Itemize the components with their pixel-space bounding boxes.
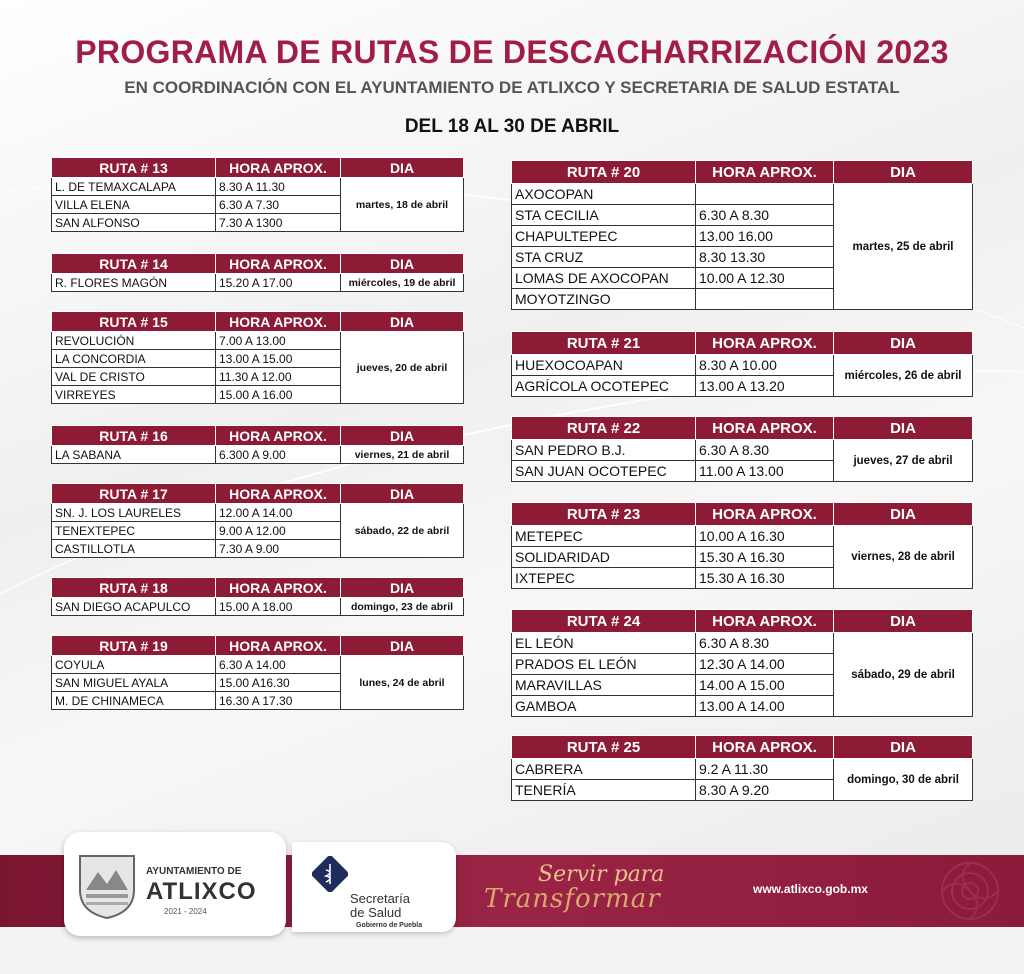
stop-time: 6.300 A 9.00 [216,446,341,464]
stop-place: TENERÍA [512,780,696,801]
stop-time: 7.30 A 1300 [216,214,341,232]
route-table [511,416,973,482]
route-day: miércoles, 19 de abril [341,274,464,292]
route-header-row [512,332,973,355]
route-header-row [52,636,464,656]
route-day: sábado, 22 de abril [341,504,464,558]
route-table [51,157,464,232]
stop-place: M. DE CHINAMECA [52,692,216,710]
route-name: RUTA # 20 [512,161,696,184]
slogan-line-1: Servir para [538,862,665,887]
stop-time: 7.30 A 9.00 [216,540,341,558]
route-table [51,311,464,404]
stop-time: 15.30 A 16.30 [696,547,834,568]
stop-place: SAN MIGUEL AYALA [52,674,216,692]
route-name: RUTA # 23 [512,503,696,526]
table-row [512,759,973,780]
stop-time: 15.20 A 17.00 [216,274,341,292]
route-header-row [512,736,973,759]
table-row [512,526,973,547]
dia-header: DIA [341,578,464,598]
route-table [51,425,464,464]
route-day: miércoles, 26 de abril [834,355,973,397]
route-header-row [52,312,464,332]
route-table [51,253,464,292]
route-name: RUTA # 21 [512,332,696,355]
stop-place: REVOLUCIÓN [52,332,216,350]
hora-header: HORA APROX. [216,636,341,656]
stop-time [696,289,834,310]
stop-place: SN. J. LOS LAURELES [52,504,216,522]
stop-time: 7.00 A 13.00 [216,332,341,350]
stop-time: 6.30 A 7.30 [216,196,341,214]
route-day: jueves, 20 de abril [341,332,464,404]
route-header-row [512,610,973,633]
dia-header: DIA [834,417,973,440]
stop-time: 14.00 A 15.00 [696,675,834,696]
hora-header: HORA APROX. [696,332,834,355]
dia-header: DIA [834,610,973,633]
secretaria-line-1: Secretaría [350,891,410,906]
route-day: sábado, 29 de abril [834,633,973,717]
hora-header: HORA APROX. [216,312,341,332]
table-row [52,656,464,674]
stop-place: R. FLORES MAGÓN [52,274,216,292]
dia-header: DIA [834,332,973,355]
route-table [511,502,973,589]
secretaria-salud-icon [312,856,348,892]
route-header-row [512,161,973,184]
stop-time: 13.00 A 15.00 [216,350,341,368]
stop-place: L. DE TEMAXCALAPA [52,178,216,196]
stop-place: SOLIDARIDAD [512,547,696,568]
website-link[interactable]: www.atlixco.gob.mx [753,882,868,896]
stop-place: PRADOS EL LEÓN [512,654,696,675]
route-name: RUTA # 16 [52,426,216,446]
route-day: domingo, 30 de abril [834,759,973,801]
stop-time: 8.30 A 9.20 [696,780,834,801]
table-row [52,598,464,616]
table-row [52,178,464,196]
route-table [511,609,973,717]
stop-time: 9.2 A 11.30 [696,759,834,780]
route-header-row [512,417,973,440]
dia-header: DIA [341,158,464,178]
table-row [52,274,464,292]
dia-header: DIA [834,736,973,759]
secretaria-line-2: de Salud [350,905,402,920]
stop-time: 10.00 A 16.30 [696,526,834,547]
stop-place: EL LEÓN [512,633,696,654]
stop-place: HUEXOCOAPAN [512,355,696,376]
decorative-ornament-icon [900,856,1024,926]
hora-header: HORA APROX. [696,417,834,440]
stop-place: MOYOTZINGO [512,289,696,310]
stop-time: 8.30 A 11.30 [216,178,341,196]
stop-time [696,184,834,205]
hora-header: HORA APROX. [696,736,834,759]
stop-place: CHAPULTEPEC [512,226,696,247]
route-name: RUTA # 17 [52,484,216,504]
route-name: RUTA # 13 [52,158,216,178]
stop-place: CASTILLOTLA [52,540,216,558]
secretaria-gov: Gobierno de Puebla [356,922,423,929]
route-table [511,331,973,397]
stop-place: VAL DE CRISTO [52,368,216,386]
stop-place: LA CONCORDIA [52,350,216,368]
date-range: DEL 18 AL 30 DE ABRIL [404,116,620,137]
table-row [512,184,973,205]
stop-place: IXTEPEC [512,568,696,589]
table-row [512,440,973,461]
stop-place: METEPEC [512,526,696,547]
dia-header: DIA [341,312,464,332]
stop-time: 15.30 A 16.30 [696,568,834,589]
table-row [52,504,464,522]
table-row [512,355,973,376]
stop-time: 16.30 A 17.30 [216,692,341,710]
route-day: viernes, 21 de abril [341,446,464,464]
hora-header: HORA APROX. [696,503,834,526]
secretaria-logo-card [292,842,456,932]
hora-header: HORA APROX. [216,578,341,598]
stop-place: STA CRUZ [512,247,696,268]
route-header-row [512,503,973,526]
route-header-row [52,158,464,178]
stop-time: 6.30 A 8.30 [696,440,834,461]
route-day: martes, 25 de abril [834,184,973,310]
stop-place: CABRERA [512,759,696,780]
route-day: martes, 18 de abril [341,178,464,232]
stop-time: 6.30 A 8.30 [696,205,834,226]
route-name: RUTA # 15 [52,312,216,332]
route-header-row [52,578,464,598]
route-table [511,735,973,801]
stop-place: GAMBOA [512,696,696,717]
stop-place: COYULA [52,656,216,674]
stop-time: 13.00 A 13.20 [696,376,834,397]
stop-time: 11.00 A 13.00 [696,461,834,482]
route-name: RUTA # 25 [512,736,696,759]
stop-place: SAN DIEGO ACAPULCO [52,598,216,616]
hora-header: HORA APROX. [696,161,834,184]
route-table [511,160,973,310]
route-name: RUTA # 24 [512,610,696,633]
route-name: RUTA # 14 [52,254,216,274]
table-row [52,332,464,350]
route-name: RUTA # 19 [52,636,216,656]
hora-header: HORA APROX. [216,426,341,446]
stop-time: 15.00 A 16.00 [216,386,341,404]
secretaria-name [350,892,410,920]
route-header-row [52,426,464,446]
stop-time: 9.00 A 12.00 [216,522,341,540]
ayuntamiento-logo-card [64,832,286,936]
route-day: viernes, 28 de abril [834,526,973,589]
stop-time: 11.30 A 12.00 [216,368,341,386]
hora-header: HORA APROX. [216,158,341,178]
route-day: domingo, 23 de abril [341,598,464,616]
dia-header: DIA [341,636,464,656]
route-day: lunes, 24 de abril [341,656,464,710]
stop-place: VIRREYES [52,386,216,404]
stop-time: 15.00 A16.30 [216,674,341,692]
stop-time: 6.30 A 8.30 [696,633,834,654]
hora-header: HORA APROX. [216,254,341,274]
route-header-row [52,484,464,504]
route-day: jueves, 27 de abril [834,440,973,482]
stop-place: STA CECILIA [512,205,696,226]
stop-place: MARAVILLAS [512,675,696,696]
dia-header: DIA [834,503,973,526]
route-table [51,577,464,616]
stop-place: AGRÍCOLA OCOTEPEC [512,376,696,397]
table-row [52,446,464,464]
stop-time: 12.30 A 14.00 [696,654,834,675]
stop-place: LA SABANA [52,446,216,464]
stop-time: 13.00 16.00 [696,226,834,247]
dia-header: DIA [341,426,464,446]
page-title: PROGRAMA DE RUTAS DE DESCACHARRIZACIÓN 2023 [75,34,949,70]
dia-header: DIA [341,484,464,504]
dia-header: DIA [834,161,973,184]
stop-time: 8.30 13.30 [696,247,834,268]
route-table [51,483,464,558]
atlixco-crest-icon [76,850,138,920]
table-row [512,633,973,654]
stop-place: LOMAS DE AXOCOPAN [512,268,696,289]
stop-place: VILLA ELENA [52,196,216,214]
route-table [51,635,464,710]
ayuntamiento-city: ATLIXCO [146,878,257,905]
ayuntamiento-label: AYUNTAMIENTO DE [146,866,242,877]
route-name: RUTA # 22 [512,417,696,440]
stop-place: SAN JUAN OCOTEPEC [512,461,696,482]
stop-place: SAN ALFONSO [52,214,216,232]
stop-time: 13.00 A 14.00 [696,696,834,717]
stop-time: 8.30 A 10.00 [696,355,834,376]
ayuntamiento-years: 2021 - 2024 [164,907,207,916]
stop-time: 15.00 A 18.00 [216,598,341,616]
hora-header: HORA APROX. [696,610,834,633]
hora-header: HORA APROX. [216,484,341,504]
stop-time: 6.30 A 14.00 [216,656,341,674]
stop-place: SAN PEDRO B.J. [512,440,696,461]
slogan-line-2: Transformar [484,884,661,914]
stop-time: 12.00 A 14.00 [216,504,341,522]
stop-place: TENEXTEPEC [52,522,216,540]
route-header-row [52,254,464,274]
dia-header: DIA [341,254,464,274]
route-name: RUTA # 18 [52,578,216,598]
stop-time: 10.00 A 12.30 [696,268,834,289]
page-subtitle: EN COORDINACIÓN CON EL AYUNTAMIENTO DE ATLIXCO Y SECRETARIA DE SALUD ESTATAL [124,78,900,97]
stop-place: AXOCOPAN [512,184,696,205]
